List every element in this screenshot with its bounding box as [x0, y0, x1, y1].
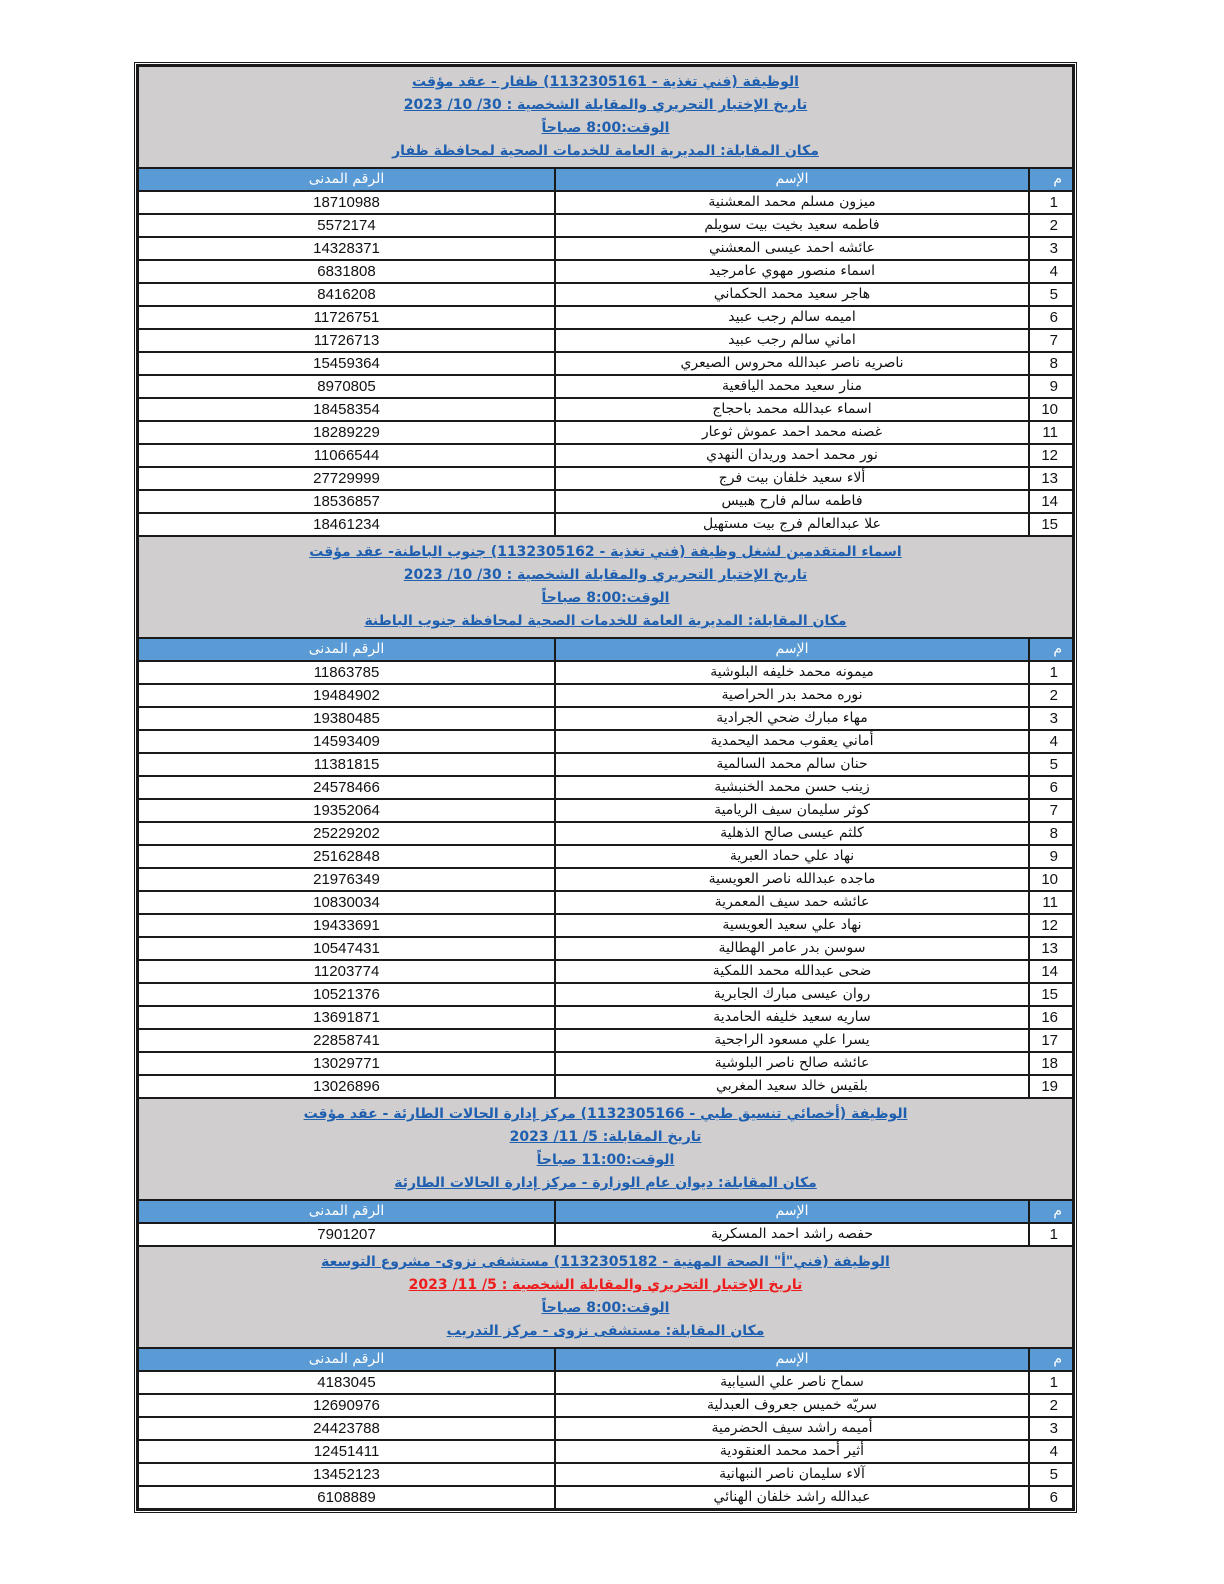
civil-id: 25229202: [138, 822, 555, 845]
row-number: 14: [1029, 960, 1073, 983]
row-number: 19: [1029, 1075, 1073, 1098]
column-header-name: الإسم: [555, 168, 1029, 191]
candidate-name: يسرا علي مسعود الراجحية: [555, 1029, 1029, 1052]
civil-id: 15459364: [138, 352, 555, 375]
civil-id: 8970805: [138, 375, 555, 398]
row-number: 13: [1029, 937, 1073, 960]
table-row: [138, 191, 1073, 214]
table-row: [138, 329, 1073, 352]
civil-id: 5572174: [138, 214, 555, 237]
candidate-name: كلثم عيسى صالح الذهلية: [555, 822, 1029, 845]
column-header-civil-id: الرقم المدنى: [138, 1200, 555, 1223]
section-header-cell: [138, 536, 1073, 638]
candidate-name: عائشه حمد سيف المعمرية: [555, 891, 1029, 914]
civil-id: 11066544: [138, 444, 555, 467]
civil-id: 18289229: [138, 421, 555, 444]
civil-id: 19433691: [138, 914, 555, 937]
time-link[interactable]: الوقت:8:00 صباحاً: [541, 120, 670, 136]
candidate-name: ألاء سعيد خلفان بيت فرج: [555, 467, 1029, 490]
table-row: [138, 1371, 1073, 1394]
row-number: 1: [1029, 191, 1073, 214]
job-title-link[interactable]: الوظيفة (أخصائي تنسيق طبي - 1132305166) مركز إدارة الحالات الطارئة - عقد مؤقت: [303, 1106, 908, 1122]
row-number: 4: [1029, 730, 1073, 753]
table-row: [138, 891, 1073, 914]
civil-id: 12690976: [138, 1394, 555, 1417]
candidate-name: ميزون مسلم محمد المعشنية: [555, 191, 1029, 214]
row-number: 1: [1029, 1223, 1073, 1246]
civil-id: 10547431: [138, 937, 555, 960]
civil-id: 13691871: [138, 1006, 555, 1029]
time-link[interactable]: الوقت:8:00 صباحاً: [541, 1300, 670, 1316]
candidate-name: عائشه احمد عيسى المعشني: [555, 237, 1029, 260]
civil-id: 4183045: [138, 1371, 555, 1394]
job-title-link[interactable]: الوظيفة (فني تغذية - 1132305161) ظفار - عقد مؤقت: [412, 74, 799, 90]
time-link[interactable]: الوقت:8:00 صباحاً: [541, 590, 670, 606]
location-link[interactable]: مكان المقابلة: مستشفى نزوى - مركز التدريب: [446, 1323, 765, 1339]
row-number: 15: [1029, 983, 1073, 1006]
candidate-name: أثير أحمد محمد العنقودية: [555, 1440, 1029, 1463]
exam-date-link[interactable]: تاريخ المقابلة: 5/ 11/ 2023: [509, 1129, 702, 1145]
job-title-link[interactable]: الوظيفة (فني"أ" الصحة المهنية - 1132305182) مستشفى نزوى- مشروع التوسعة: [321, 1254, 890, 1270]
row-number: 10: [1029, 398, 1073, 421]
civil-id: 22858741: [138, 1029, 555, 1052]
candidate-name: سوسن بدر عامر الهطالية: [555, 937, 1029, 960]
candidate-name: هاجر سعيد محمد الحكماني: [555, 283, 1029, 306]
row-number: 15: [1029, 513, 1073, 536]
table-row: [138, 1417, 1073, 1440]
candidate-name: ناصريه ناصر عبدالله محروس الصيعري: [555, 352, 1029, 375]
table-row: [138, 214, 1073, 237]
section-header-cell: [138, 1246, 1073, 1348]
civil-id: 6831808: [138, 260, 555, 283]
table-row: [138, 375, 1073, 398]
row-number: 8: [1029, 352, 1073, 375]
civil-id: 19352064: [138, 799, 555, 822]
candidate-name: علا عبدالعالم فرج بيت مستهيل: [555, 513, 1029, 536]
exam-date-link[interactable]: تاريخ الإختبار التحريري والمقابلة الشخصية : 30/ 10/ 2023: [403, 567, 808, 583]
row-number: 12: [1029, 914, 1073, 937]
row-number: 17: [1029, 1029, 1073, 1052]
civil-id: 25162848: [138, 845, 555, 868]
table-row: [138, 1223, 1073, 1246]
column-header-name: الإسم: [555, 1200, 1029, 1223]
row-number: 11: [1029, 421, 1073, 444]
civil-id: 18536857: [138, 490, 555, 513]
civil-id: 21976349: [138, 868, 555, 891]
location-link[interactable]: مكان المقابلة: ديوان عام الوزارة - مركز إدارة الحالات الطارئة: [394, 1175, 817, 1191]
civil-id: 24423788: [138, 1417, 555, 1440]
civil-id: 13452123: [138, 1463, 555, 1486]
table-row: [138, 730, 1073, 753]
table-row: [138, 1052, 1073, 1075]
candidate-name: ساريه سعيد خليفه الحامدية: [555, 1006, 1029, 1029]
row-number: 6: [1029, 1486, 1073, 1509]
table-row: [138, 352, 1073, 375]
candidate-name: حفصه راشد احمد المسكرية: [555, 1223, 1029, 1246]
section-header-cell: [138, 1098, 1073, 1200]
table-row: [138, 513, 1073, 536]
row-number: 7: [1029, 799, 1073, 822]
civil-id: 11726751: [138, 306, 555, 329]
civil-id: 18458354: [138, 398, 555, 421]
row-number: 2: [1029, 1394, 1073, 1417]
table-row: [138, 260, 1073, 283]
candidate-name: روان عيسى مبارك الجابرية: [555, 983, 1029, 1006]
row-number: 14: [1029, 490, 1073, 513]
row-number: 5: [1029, 283, 1073, 306]
civil-id: 10521376: [138, 983, 555, 1006]
table-row: [138, 868, 1073, 891]
civil-id: 11726713: [138, 329, 555, 352]
candidate-name: نهاد علي سعيد العويسية: [555, 914, 1029, 937]
candidate-name: أميمه راشد سيف الحضرمية: [555, 1417, 1029, 1440]
column-header-row: [138, 1200, 1073, 1223]
candidate-name: اسماء عبدالله محمد باحجاج: [555, 398, 1029, 421]
candidate-name: كوثر سليمان سيف الريامية: [555, 799, 1029, 822]
candidates-table: [137, 65, 1074, 1510]
candidate-name: سماح ناصر علي السيابية: [555, 1371, 1029, 1394]
civil-id: 10830034: [138, 891, 555, 914]
candidate-name: غصنه محمد احمد عموش ثوعار: [555, 421, 1029, 444]
column-header-civil-id: الرقم المدنى: [138, 1348, 555, 1371]
candidate-name: بلقيس خالد سعيد المغربي: [555, 1075, 1029, 1098]
civil-id: 27729999: [138, 467, 555, 490]
candidate-name: منار سعيد محمد اليافعية: [555, 375, 1029, 398]
candidate-name: اماني سالم رجب عبيد: [555, 329, 1029, 352]
location-link[interactable]: مكان المقابلة: المديرية العامة للخدمات الصحية لمحافظة ظفار: [392, 143, 819, 159]
civil-id: 6108889: [138, 1486, 555, 1509]
candidate-name: حنان سالم محمد السالمية: [555, 753, 1029, 776]
table-row: [138, 937, 1073, 960]
civil-id: 24578466: [138, 776, 555, 799]
table-row: [138, 776, 1073, 799]
row-number: 1: [1029, 1371, 1073, 1394]
candidate-name: عائشه صالح ناصر البلوشية: [555, 1052, 1029, 1075]
civil-id: 11863785: [138, 661, 555, 684]
column-header-number: م: [1029, 638, 1073, 661]
row-number: 8: [1029, 822, 1073, 845]
row-number: 6: [1029, 776, 1073, 799]
table-row: [138, 1006, 1073, 1029]
row-number: 5: [1029, 753, 1073, 776]
candidate-name: ماجده عبدالله ناصر العويسية: [555, 868, 1029, 891]
row-number: 3: [1029, 1417, 1073, 1440]
civil-id: 14328371: [138, 237, 555, 260]
column-header-number: م: [1029, 168, 1073, 191]
table-row: [138, 845, 1073, 868]
row-number: 12: [1029, 444, 1073, 467]
column-header-civil-id: الرقم المدنى: [138, 638, 555, 661]
civil-id: 18710988: [138, 191, 555, 214]
candidate-name: فاطمه سعيد بخيت بيت سويلم: [555, 214, 1029, 237]
candidate-name: ميمونه محمد خليفه البلوشية: [555, 661, 1029, 684]
civil-id: 18461234: [138, 513, 555, 536]
exam-date-link[interactable]: تاريخ الإختبار التحريري والمقابلة الشخصية : 5/ 11/ 2023: [408, 1277, 803, 1293]
table-row: [138, 398, 1073, 421]
column-header-row: [138, 638, 1073, 661]
row-number: 16: [1029, 1006, 1073, 1029]
row-number: 3: [1029, 707, 1073, 730]
candidate-name: أماني يعقوب محمد اليحمدية: [555, 730, 1029, 753]
table-row: [138, 237, 1073, 260]
row-number: 2: [1029, 214, 1073, 237]
exam-date-link[interactable]: تاريخ الإختبار التحريري والمقابلة الشخصية : 30/ 10/ 2023: [403, 97, 808, 113]
row-number: 2: [1029, 684, 1073, 707]
table-row: [138, 960, 1073, 983]
time-link[interactable]: الوقت:11:00 صباحاً: [536, 1152, 675, 1168]
candidate-name: آلاء سليمان ناصر النبهانية: [555, 1463, 1029, 1486]
candidate-name: اسماء منصور مهوي عامرجيد: [555, 260, 1029, 283]
table-row: [138, 467, 1073, 490]
row-number: 10: [1029, 868, 1073, 891]
section-header: [138, 1098, 1073, 1200]
section-header: [138, 66, 1073, 168]
civil-id: 13029771: [138, 1052, 555, 1075]
candidate-name: مهاء مبارك ضحي الجرادية: [555, 707, 1029, 730]
row-number: 11: [1029, 891, 1073, 914]
row-number: 1: [1029, 661, 1073, 684]
table-row: [138, 983, 1073, 1006]
section-header: [138, 536, 1073, 638]
row-number: 13: [1029, 467, 1073, 490]
section-header: [138, 1246, 1073, 1348]
civil-id: 11381815: [138, 753, 555, 776]
table-row: [138, 1440, 1073, 1463]
candidate-name: نور محمد احمد وريدان النهدي: [555, 444, 1029, 467]
candidate-name: عبدالله راشد خلفان الهنائي: [555, 1486, 1029, 1509]
row-number: 9: [1029, 845, 1073, 868]
row-number: 4: [1029, 260, 1073, 283]
table-row: [138, 1486, 1073, 1509]
candidate-name: نهاد علي حماد العبرية: [555, 845, 1029, 868]
table-row: [138, 1029, 1073, 1052]
table-row: [138, 661, 1073, 684]
table-row: [138, 1394, 1073, 1417]
civil-id: 13026896: [138, 1075, 555, 1098]
candidate-name: اميمه سالم رجب عبيد: [555, 306, 1029, 329]
candidate-name: ضحى عبدالله محمد اللمكية: [555, 960, 1029, 983]
column-header-number: م: [1029, 1348, 1073, 1371]
location-link[interactable]: مكان المقابلة: المديرية العامة للخدمات الصحية لمحافظة جنوب الباطنة: [364, 613, 847, 629]
table-row: [138, 1463, 1073, 1486]
row-number: 7: [1029, 329, 1073, 352]
row-number: 6: [1029, 306, 1073, 329]
column-header-row: [138, 168, 1073, 191]
table-row: [138, 444, 1073, 467]
civil-id: 11203774: [138, 960, 555, 983]
civil-id: 7901207: [138, 1223, 555, 1246]
column-header-name: الإسم: [555, 638, 1029, 661]
civil-id: 12451411: [138, 1440, 555, 1463]
civil-id: 19380485: [138, 707, 555, 730]
row-number: 18: [1029, 1052, 1073, 1075]
row-number: 5: [1029, 1463, 1073, 1486]
table-row: [138, 753, 1073, 776]
column-header-name: الإسم: [555, 1348, 1029, 1371]
table-row: [138, 306, 1073, 329]
table-row: [138, 684, 1073, 707]
job-title-link[interactable]: اسماء المتقدمين لشغل وظيفة (فني تغذية - 1132305162) جنوب الباطنة- عقد مؤقت: [309, 544, 902, 560]
candidate-name: نوره محمد بدر الحراصية: [555, 684, 1029, 707]
document-frame: [134, 62, 1077, 1513]
column-header-row: [138, 1348, 1073, 1371]
column-header-number: م: [1029, 1200, 1073, 1223]
table-row: [138, 1075, 1073, 1098]
table-row: [138, 490, 1073, 513]
table-row: [138, 283, 1073, 306]
candidate-name: فاطمه سالم فارح هبيس: [555, 490, 1029, 513]
row-number: 3: [1029, 237, 1073, 260]
table-row: [138, 799, 1073, 822]
table-row: [138, 914, 1073, 937]
candidate-name: سريّه خميس جعروف العبدلية: [555, 1394, 1029, 1417]
civil-id: 14593409: [138, 730, 555, 753]
civil-id: 19484902: [138, 684, 555, 707]
table-row: [138, 707, 1073, 730]
table-row: [138, 421, 1073, 444]
candidate-name: زينب حسن محمد الخنبشية: [555, 776, 1029, 799]
row-number: 4: [1029, 1440, 1073, 1463]
section-header-cell: [138, 66, 1073, 168]
column-header-civil-id: الرقم المدنى: [138, 168, 555, 191]
table-row: [138, 822, 1073, 845]
civil-id: 8416208: [138, 283, 555, 306]
row-number: 9: [1029, 375, 1073, 398]
